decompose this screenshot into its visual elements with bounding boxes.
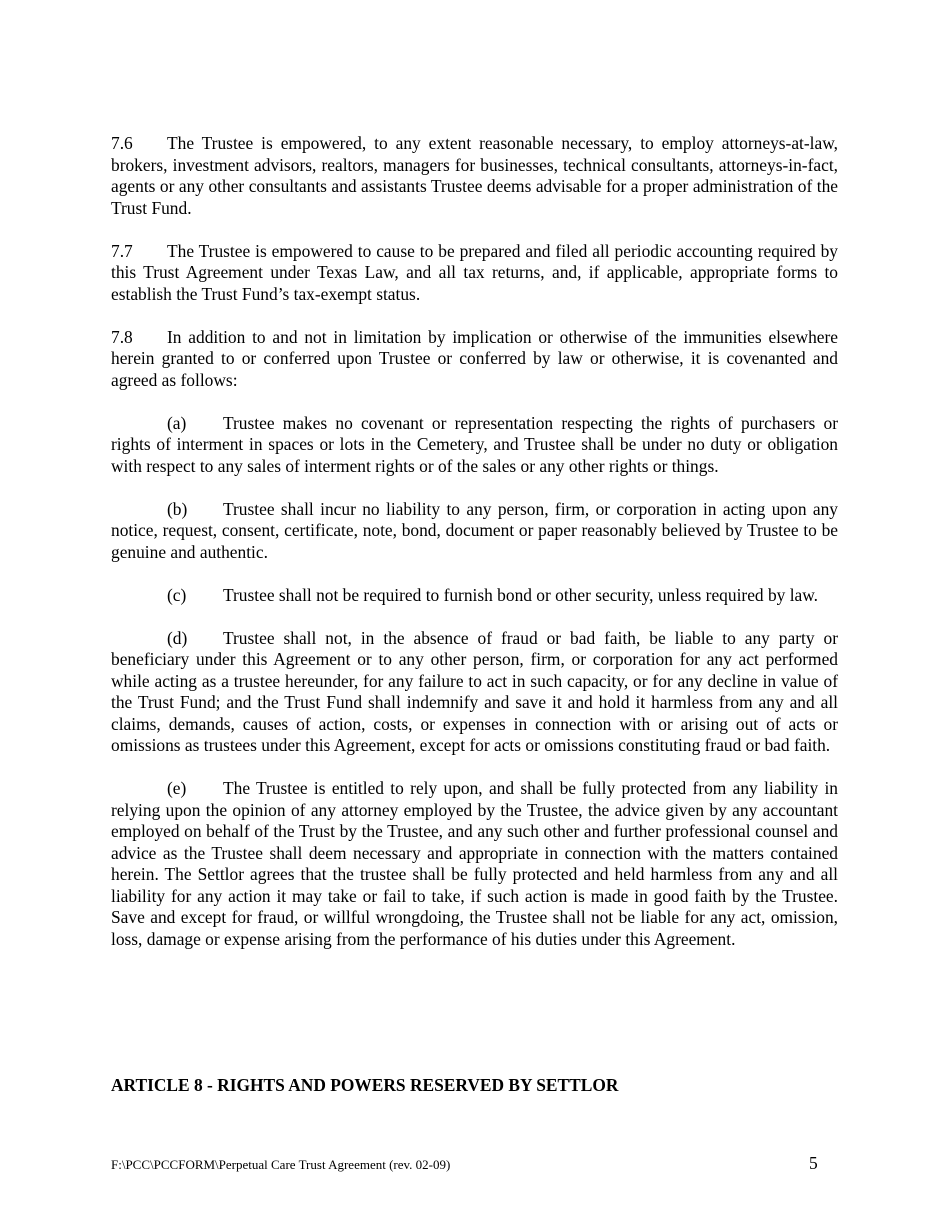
subparagraph-label: (d) xyxy=(167,627,188,648)
subparagraph-label: (a) xyxy=(167,412,187,433)
subparagraph-text: Trustee shall not, in the absence of fraud or bad faith, be liable to any party or beneficiary under this Agreement or to any other person, firm, or corporation for any act performed while acting as a trustee hereunder, for any failure to act in such capacity, or for any decline in value of the Trust Fund; and the Trust Fund shall indemnify and save it and hold it harmless from any and all claims, demands, causes of action, costs, or expenses in connection with or arising out of acts or omissions as trustees under this Agreement, except for acts or omissions constituting fraud or bad faith. xyxy=(111,627,838,755)
page-number: 5 xyxy=(809,1153,818,1173)
paragraph-7-6 xyxy=(111,133,838,219)
subparagraph-text: Trustee makes no covenant or representation respecting the rights of purchasers or rights of interment in spaces or lots in the Cemetery, and Trustee shall be under no duty or obligation with respect to any sales of interment rights or of the sales or any other rights or things. xyxy=(111,412,838,476)
subparagraph-c xyxy=(111,585,838,607)
paragraph-number: 7.6 xyxy=(111,133,133,153)
paragraph-number: 7.8 xyxy=(111,326,133,347)
subparagraph-a xyxy=(111,413,838,478)
paragraph-text: The Trustee is empowered, to any extent reasonable necessary, to employ attorneys-at-law, brokers, investment advisors, realtors, managers for businesses, technical consultants, attorneys-in-fact, agents or any other consultants and assistants Trustee deems advisable for a proper administration of the Trust Fund. xyxy=(111,133,838,218)
paragraph-7-8 xyxy=(111,327,838,392)
subparagraph-e xyxy=(111,778,838,950)
subparagraph-d xyxy=(111,628,838,757)
paragraph-number: 7.7 xyxy=(111,240,133,261)
subparagraph-label: (e) xyxy=(167,778,187,798)
paragraph-7-7 xyxy=(111,241,838,306)
subparagraph-text: Trustee shall not be required to furnish bond or other security, unless required by law. xyxy=(223,584,819,605)
document-body xyxy=(111,133,838,972)
subparagraph-text: Trustee shall incur no liability to any person, firm, or corporation in acting upon any notice, request, consent, certificate, note, bond, document or paper reasonably believed by Trustee to be genuine and authentic. xyxy=(111,498,838,562)
paragraph-text: In addition to and not in limitation by implication or otherwise of the immunities elsewhere herein granted to or conferred upon Trustee or conferred by law or otherwise, it is covenanted and agreed as follows: xyxy=(111,326,838,390)
subparagraph-label: (b) xyxy=(167,498,188,519)
subparagraph-label: (c) xyxy=(167,584,187,605)
article-heading: ARTICLE 8 - RIGHTS AND POWERS RESERVED BY SETTLOR xyxy=(111,1075,619,1095)
footer-file-path: F:\PCC\PCCFORM\Perpetual Care Trust Agreement (rev. 02-09) xyxy=(111,1157,451,1172)
paragraph-text: The Trustee is empowered to cause to be prepared and filed all periodic accounting required by this Trust Agreement under Texas Law, and all tax returns, and, if applicable, appropriate forms to establish the Trust Fund’s tax-exempt status. xyxy=(111,240,838,304)
subparagraph-b xyxy=(111,499,838,564)
subparagraph-text: The Trustee is entitled to rely upon, and shall be fully protected from any liability in relying upon the opinion of any attorney employed by the Trustee, the advice given by any accountant employed on behalf of the Trust by the Trustee, and any such other and further professional counsel and advice as the Trustee shall deem necessary and appropriate in connection with the matters contained herein. The Settlor agrees that the trustee shall be fully protected and held harmless from any and all liability for any action it may take or fail to take, if such action is made in good faith by the Trustee. Save and except for fraud, or willful wrongdoing, the Trustee shall not be liable for any act, omission, loss, damage or expense arising from the performance of his duties under this Agreement. xyxy=(111,778,838,949)
